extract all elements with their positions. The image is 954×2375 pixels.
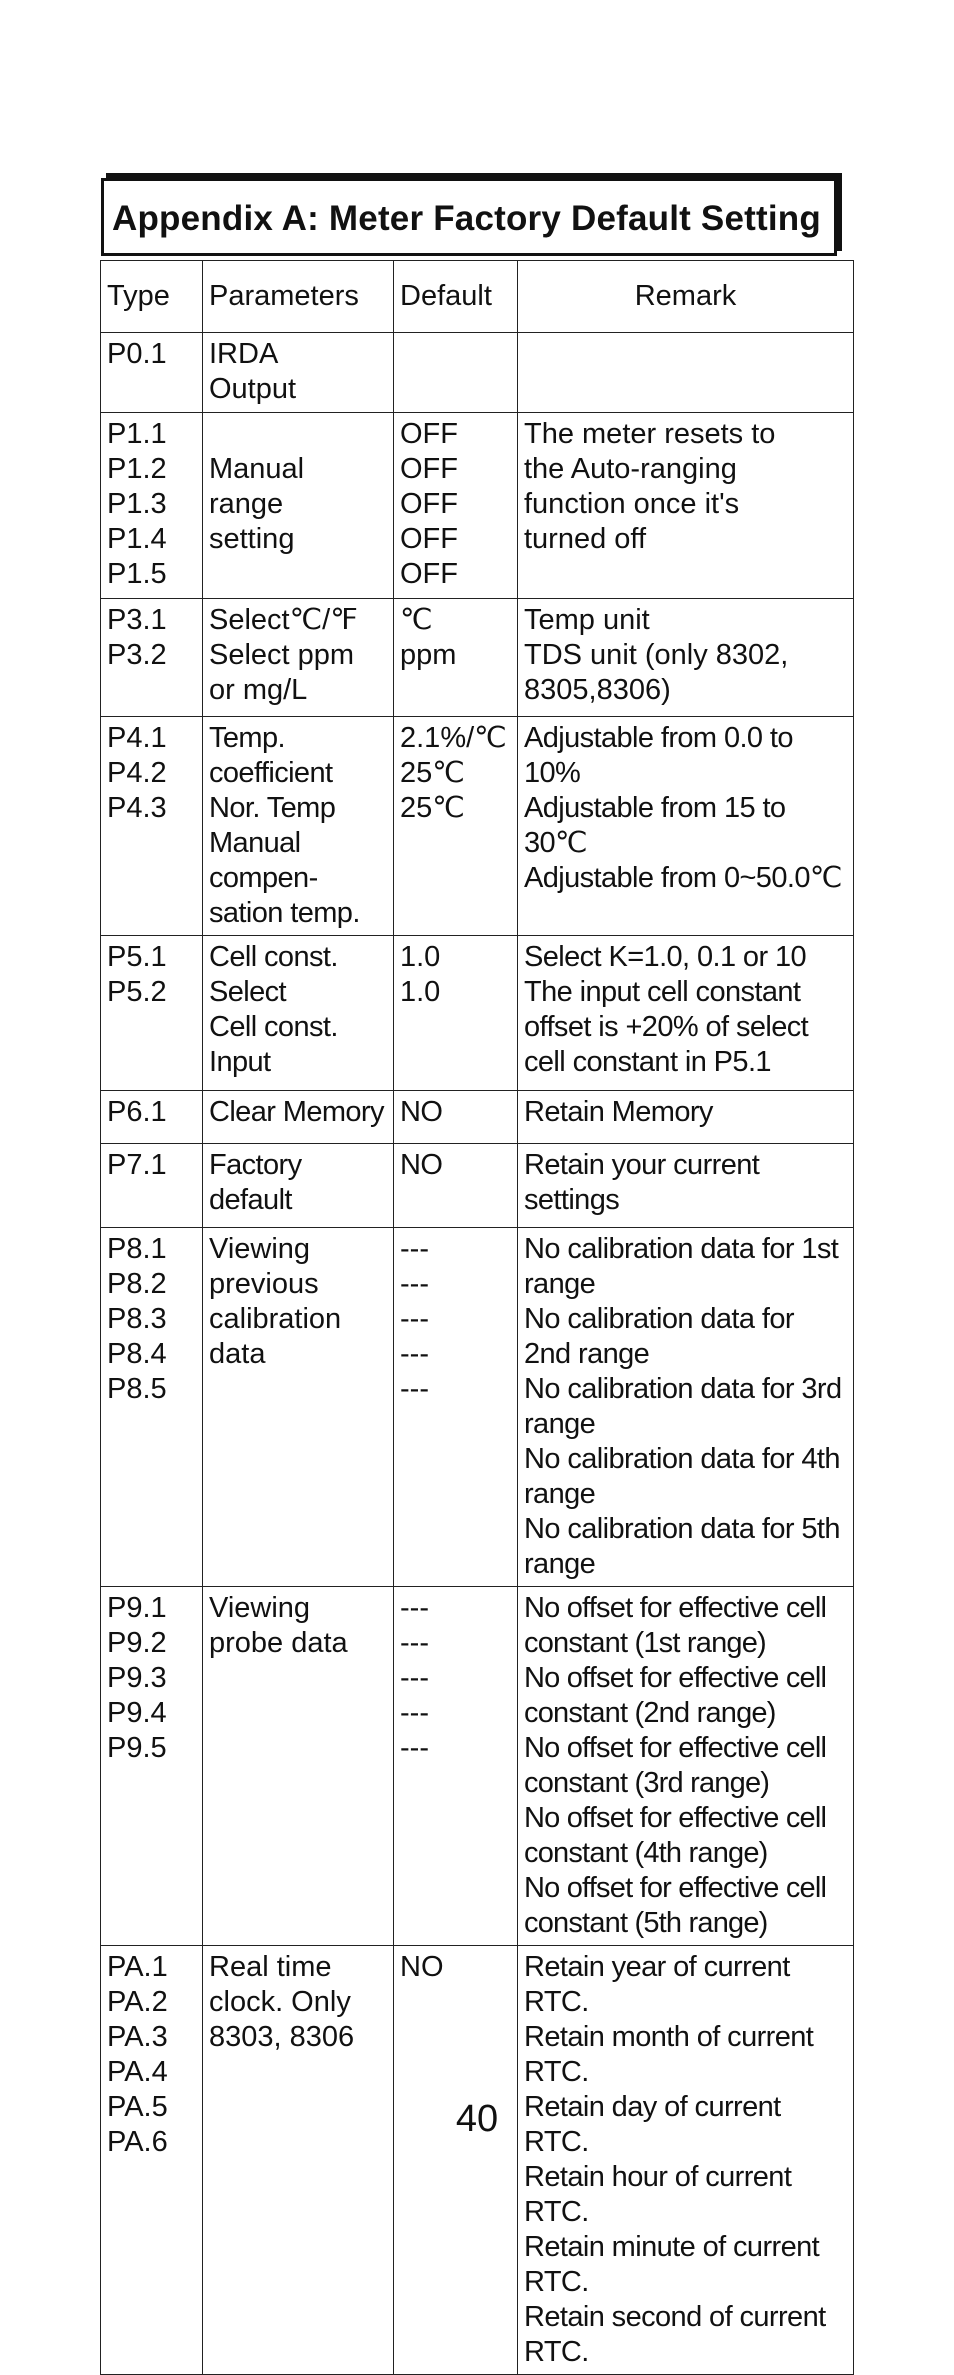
row-type: PA.1 PA.2 PA.3 PA.4 PA.5 PA.6 (101, 1946, 203, 2375)
table-row (101, 599, 854, 717)
page-number: 40 (455, 2098, 499, 2140)
header-remark: Remark (518, 261, 854, 333)
table-header-row (101, 261, 854, 333)
row-type: P4.1 P4.2 P4.3 (101, 717, 203, 936)
table-row (101, 936, 854, 1091)
row-remark: Retain year of current RTC. Retain month of current RTC. Retain day of current RTC. Retain hour of current RTC. Retain minute of current RTC. Retain second of current RTC. (518, 1946, 854, 2375)
row-type: P6.1 (101, 1091, 203, 1144)
row-default: NO (394, 1144, 518, 1228)
row-remark: Temp unit TDS unit (only 8302, 8305,8306) (518, 599, 854, 717)
table-row (101, 717, 854, 936)
row-parameters: IRDA Output (203, 333, 394, 413)
table-row (101, 413, 854, 599)
row-parameters: Temp. coefficient Nor. Temp Manual compen- sation temp. (203, 717, 394, 936)
row-remark: Retain Memory (518, 1091, 854, 1144)
row-default: 2.1%/℃ 25℃ 25℃ (394, 717, 518, 936)
row-remark: No offset for effective cell constant (1st range) No offset for effective cell constant (2nd range) No offset for effective cell constant (3rd range) No offset for effective cell constant (4th range) No offset for effective cell constant (5th range) (518, 1587, 854, 1946)
row-remark: No calibration data for 1st range No calibration data for 2nd range No calibration data for 3rd range No calibration data for 4th range No calibration data for 5th range (518, 1228, 854, 1587)
title-box (101, 178, 837, 256)
row-default: NO (394, 1946, 518, 2375)
row-type: P0.1 (101, 333, 203, 413)
row-type: P9.1 P9.2 P9.3 P9.4 P9.5 (101, 1587, 203, 1946)
row-default: ℃ ppm (394, 599, 518, 717)
table-row (101, 1228, 854, 1587)
row-default: OFF OFF OFF OFF OFF (394, 413, 518, 599)
row-parameters: Cell const. Select Cell const. Input (203, 936, 394, 1091)
table-row (101, 1587, 854, 1946)
row-remark (518, 333, 854, 413)
header-default: Default (394, 261, 518, 333)
table-row (101, 1091, 854, 1144)
row-parameters: Manual range setting (203, 413, 394, 599)
row-parameters: Viewing previous calibration data (203, 1228, 394, 1587)
factory-defaults-table (100, 260, 854, 2375)
header-type: Type (101, 261, 203, 333)
row-type: P8.1 P8.2 P8.3 P8.4 P8.5 (101, 1228, 203, 1587)
row-parameters: Viewing probe data (203, 1587, 394, 1946)
row-type: P5.1 P5.2 (101, 936, 203, 1091)
row-remark: Select K=1.0, 0.1 or 10 The input cell constant offset is +20% of select cell constant in P5.1 (518, 936, 854, 1091)
page-title: Appendix A: Meter Factory Default Setting (112, 199, 821, 238)
table-row (101, 1144, 854, 1228)
row-remark: The meter resets to the Auto-ranging function once it's turned off (518, 413, 854, 599)
row-remark: Retain your current settings (518, 1144, 854, 1228)
table-row (101, 1946, 854, 2375)
table-row (101, 333, 854, 413)
row-default (394, 333, 518, 413)
row-type: P7.1 (101, 1144, 203, 1228)
row-default: 1.0 1.0 (394, 936, 518, 1091)
row-default: --- --- --- --- --- (394, 1587, 518, 1946)
row-remark: Adjustable from 0.0 to 10% Adjustable from 15 to 30℃ Adjustable from 0~50.0℃ (518, 717, 854, 936)
row-type: P3.1 P3.2 (101, 599, 203, 717)
row-parameters: Select℃/℉ Select ppm or mg/L (203, 599, 394, 717)
row-default: --- --- --- --- --- (394, 1228, 518, 1587)
row-parameters: Clear Memory (203, 1091, 394, 1144)
row-parameters: Real time clock. Only 8303, 8306 (203, 1946, 394, 2375)
row-default: NO (394, 1091, 518, 1144)
header-parameters: Parameters (203, 261, 394, 333)
row-parameters: Factory default (203, 1144, 394, 1228)
row-type: P1.1 P1.2 P1.3 P1.4 P1.5 (101, 413, 203, 599)
